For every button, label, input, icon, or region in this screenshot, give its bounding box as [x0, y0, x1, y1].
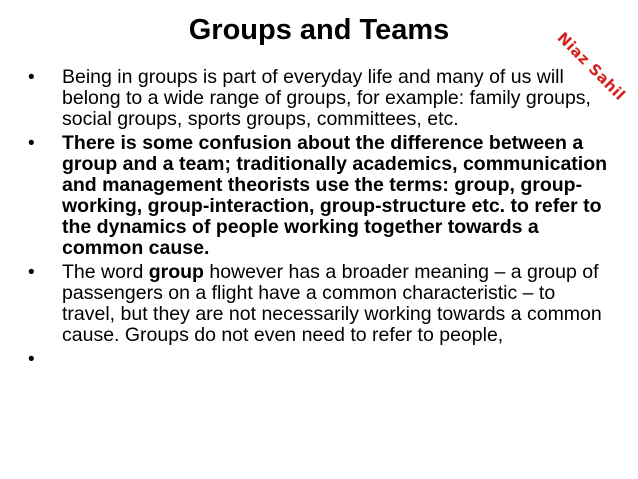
bullet-marker: •	[28, 67, 35, 88]
bullet-text-1: Being in groups is part of everyday life and many of us will belong to a wide range of groups, for example: family groups, social groups, sports groups, committees, etc.	[62, 66, 591, 130]
watermark-signature: Niaz Sahil	[553, 28, 630, 105]
bullet-text-3-before: The word	[62, 261, 149, 283]
bullet-marker: •	[28, 349, 35, 370]
bullet-marker: •	[28, 133, 35, 154]
bullet-item-3	[28, 262, 613, 346]
slide-title: Groups and Teams	[188, 14, 450, 46]
bullet-item-1	[28, 67, 613, 130]
bullet-text-3-after: however has a broader meaning – a group of passengers on a flight have a common characteristic – to travel, but they are not necessarily working towards a common cause. Groups do not even need to refer to people,	[62, 261, 602, 346]
bullet-marker: •	[28, 262, 35, 283]
bullet-text-2: There is some confusion about the difference between a group and a team; traditionally academics, communication and management theorists use the terms: group, group-working, group-interaction, group-structure etc. to refer to the dynamics of people working together towards a common cause.	[62, 132, 608, 259]
bullet-list	[28, 66, 613, 370]
bullet-item-2	[28, 133, 613, 259]
bullet-text-3-bold: group	[148, 261, 204, 283]
